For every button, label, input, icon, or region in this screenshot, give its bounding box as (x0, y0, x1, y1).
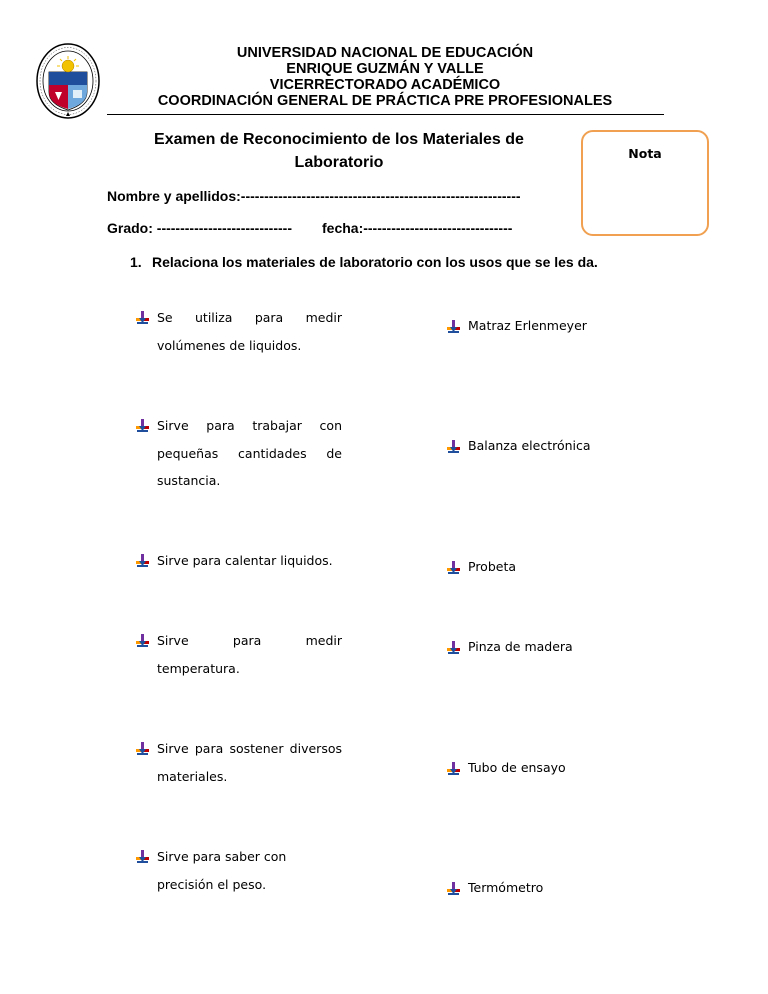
arrow-bullet-icon (447, 762, 460, 775)
question-number: 1. (130, 254, 142, 270)
arrow-bullet-icon (136, 554, 149, 567)
grade-box[interactable] (581, 130, 709, 236)
university-seal-logo (35, 42, 101, 120)
coordinacion: COORDINACIÓN GENERAL DE PRÁCTICA PRE PROFESIONALES (157, 93, 613, 109)
use-text: Sirve para saber con precisión el peso. (157, 849, 287, 892)
material-text: Balanza electrónica (468, 438, 591, 453)
university-header (110, 45, 660, 109)
university-name-line2: ENRIQUE GUZMÁN Y VALLE (286, 61, 484, 77)
arrow-bullet-icon (447, 320, 460, 333)
arrow-bullet-icon (136, 850, 149, 863)
arrow-bullet-icon (447, 561, 460, 574)
name-field[interactable]: Nombre y apellidos:------------------------------------------------------------ (107, 188, 521, 204)
use-text: Se utiliza para medir volúmenes de liquidos. (157, 310, 342, 353)
exam-title-line2: Laboratorio (294, 154, 384, 171)
grade-box-label: Nota (628, 146, 662, 161)
vicerrectorado: VICERRECTORADO ACADÉMICO (269, 77, 501, 93)
arrow-bullet-icon (136, 634, 149, 647)
arrow-bullet-icon (136, 311, 149, 324)
header-divider (107, 114, 664, 115)
university-name: UNIVERSIDAD NACIONAL DE EDUCACIÓN (236, 45, 534, 61)
grade-field[interactable]: Grado: ----------------------------- (107, 220, 292, 236)
material-text: Matraz Erlenmeyer (468, 318, 587, 333)
use-text: Sirve para medir temperatura. (157, 633, 342, 676)
use-text: Sirve para trabajar con pequeñas cantidades de sustancia. (157, 418, 342, 488)
material-text: Termómetro (468, 880, 544, 895)
material-text: Probeta (468, 559, 517, 574)
use-text: Sirve para calentar liquidos. (157, 553, 333, 568)
arrow-bullet-icon (447, 440, 460, 453)
arrow-bullet-icon (136, 742, 149, 755)
exam-title-line1: Examen de Reconocimiento de los Materiales de (154, 131, 524, 148)
question-1 (130, 254, 598, 270)
use-text: Sirve para sostener diversos materiales. (157, 741, 342, 784)
arrow-bullet-icon (447, 882, 460, 895)
date-field[interactable]: fecha:-------------------------------- (322, 220, 513, 236)
arrow-bullet-icon (136, 419, 149, 432)
arrow-bullet-icon (447, 641, 460, 654)
question-text: Relaciona los materiales de laboratorio con los usos que se les da. (152, 254, 598, 270)
material-text: Pinza de madera (468, 639, 573, 654)
material-text: Tubo de ensayo (468, 760, 566, 775)
exam-title (120, 128, 558, 174)
